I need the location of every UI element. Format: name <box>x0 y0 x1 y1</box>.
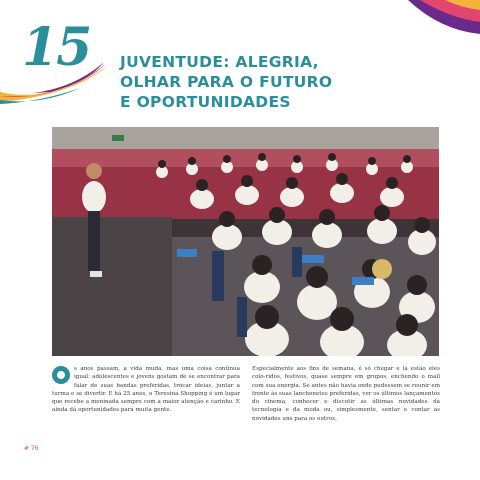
body-text-1: s anos passam, a vida muda, mas uma coisa continua igual: adolescentes e jovens gostam de se encontrar para falar de suas bandas preferidas, trocar ideias, juntar a turma e se divertir. E há 25 anos, o Teresina Shopping é um lugar que recebe a meninada sempre com a maior atenção e carinho. E ainda dá oportunidades para muita gente. <box>52 366 240 414</box>
title-line: JUVENTUDE: ALEGRIA, <box>120 53 319 71</box>
drop-cap-letter-o <box>52 366 70 384</box>
page-title <box>120 52 450 112</box>
article-body <box>52 365 440 423</box>
chapter-number: 15 <box>22 17 91 78</box>
auditorium-photo <box>52 127 439 356</box>
body-text-2: Especialmente aos fins de semana, é só chegar e lá estão eles colo-ridos, festivos, quase sempre em grupos, enchendo o mall com sua energia. Se antes não havia onde pudessem se reunir em frente às suas lanchonetes preferidas, ver os últimos lançamentos do cinema, conhecer e discutir as últimas novidades da tecnologia e da moda ou, simplesmente, sentar e contar as novidades uns para os outros, <box>252 366 440 422</box>
title-line: E OPORTUNIDADES <box>120 93 291 111</box>
body-column-1 <box>52 365 240 423</box>
corner-decoration <box>390 0 480 38</box>
title-line: OLHAR PARA O FUTURO <box>120 73 333 91</box>
body-column-2 <box>252 365 440 423</box>
page-number: # 76 <box>24 445 39 452</box>
